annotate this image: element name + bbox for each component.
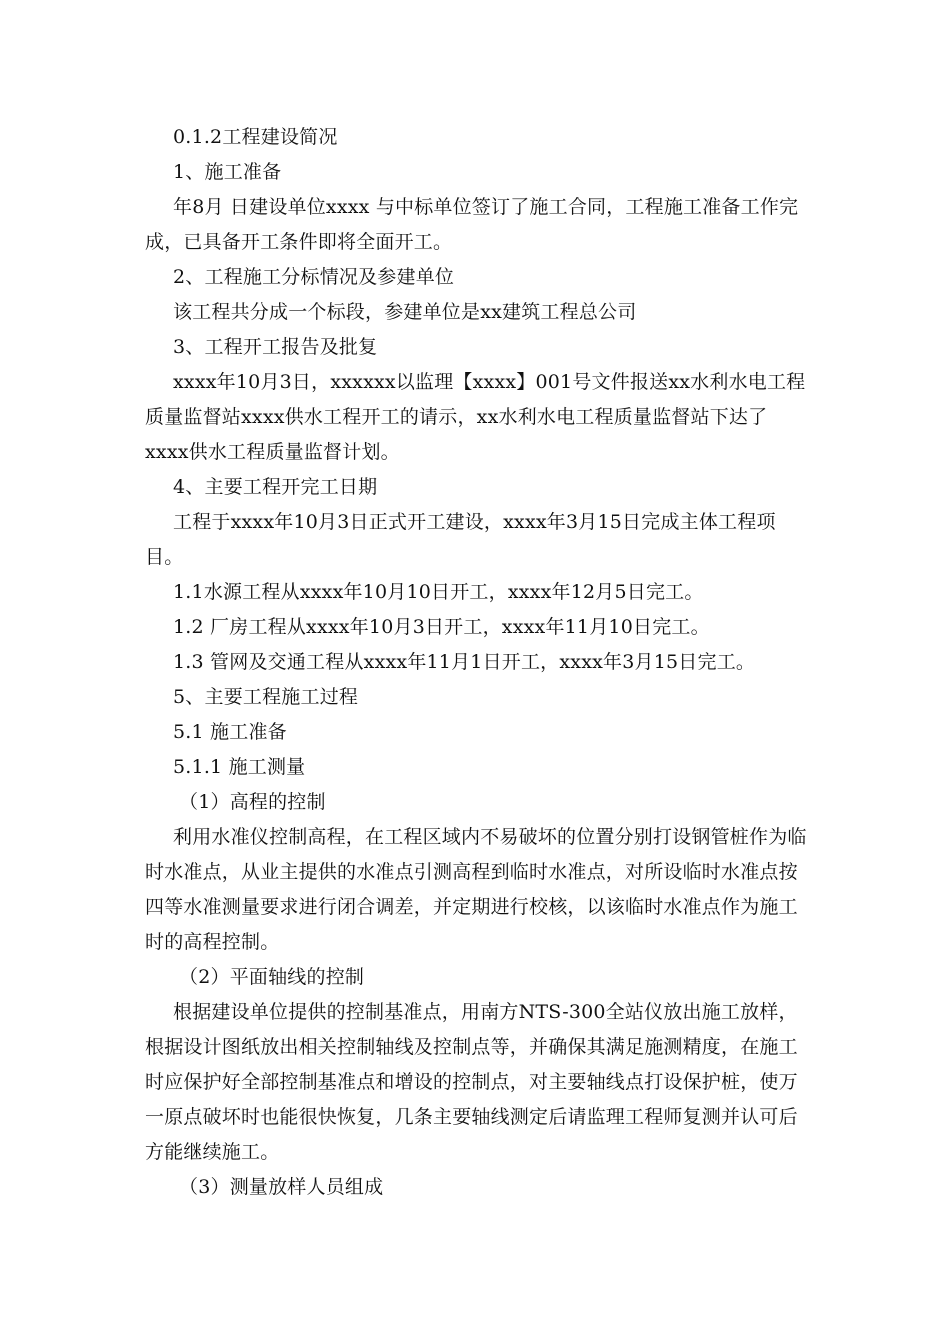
paragraph-start-completion: 工程于xxxx年10月3日正式开工建设，xxxx年3月15日完成主体工程项目。 [145,511,776,568]
section-heading-0-1-2: 0.1.2工程建设简况 [173,126,338,148]
heading-construction-process: 5、主要工程施工过程 [173,686,359,708]
heading-construction-preparation: 1、施工准备 [173,161,282,183]
paragraph-commencement-report: xxxx年10月3日，xxxxxx以监理【xxxx】001号文件报送xx水利水电工程质量监督站xxxx供水工程开工的请示，xx水利水电工程质量监督站下达了xxxx供水工程质量监督计划。 [145,371,806,463]
paragraph-contract-signing: 年8月 日建设单位xxxx 与中标单位签订了施工合同，工程施工准备工作完成，已具备开工条件即将全面开工。 [145,196,799,253]
paragraph-bid-sections: 该工程共分成一个标段，参建单位是xx建筑工程总公司 [173,301,637,323]
heading-bid-sections: 2、工程施工分标情况及参建单位 [173,266,455,288]
subheading-axis-control: （2）平面轴线的控制 [179,966,365,988]
heading-5-1-1-survey: 5.1.1 施工测量 [173,756,306,778]
document-body [145,120,810,1205]
heading-commencement-report: 3、工程开工报告及批复 [173,336,378,358]
item-water-source-works: 1.1水源工程从xxxx年10月10日开工，xxxx年12月5日完工。 [173,581,704,603]
paragraph-elevation-control: 利用水准仪控制高程，在工程区域内不易破坏的位置分别打设钢管桩作为临时水准点，从业主提供的水准点引测高程到临时水准点，对所设临时水准点按四等水准测量要求进行闭合调差，并定期进行校核，以该临时水准点作为施工时的高程控制。 [145,826,807,953]
subheading-survey-staff: （3）测量放样人员组成 [179,1176,384,1198]
item-plant-building-works: 1.2 厂房工程从xxxx年10月3日开工，xxxx年11月10日完工。 [173,616,710,638]
paragraph-axis-control: 根据建设单位提供的控制基准点，用南方NTS-300全站仪放出施工放样，根据设计图纸放出相关控制轴线及控制点等，并确保其满足施测精度，在施工时应保护好全部控制基准点和增设的控制点，对主要轴线点打设保护桩，使万一原点破坏时也能很快恢复，几条主要轴线测定后请监理工程师复测并认可后方能继续施工。 [145,1001,798,1163]
subheading-elevation-control: （1）高程的控制 [179,791,326,813]
heading-5-1-preparation: 5.1 施工准备 [173,721,287,743]
heading-start-completion-dates: 4、主要工程开完工日期 [173,476,378,498]
item-pipe-network-works: 1.3 管网及交通工程从xxxx年11月1日开工，xxxx年3月15日完工。 [173,651,756,673]
